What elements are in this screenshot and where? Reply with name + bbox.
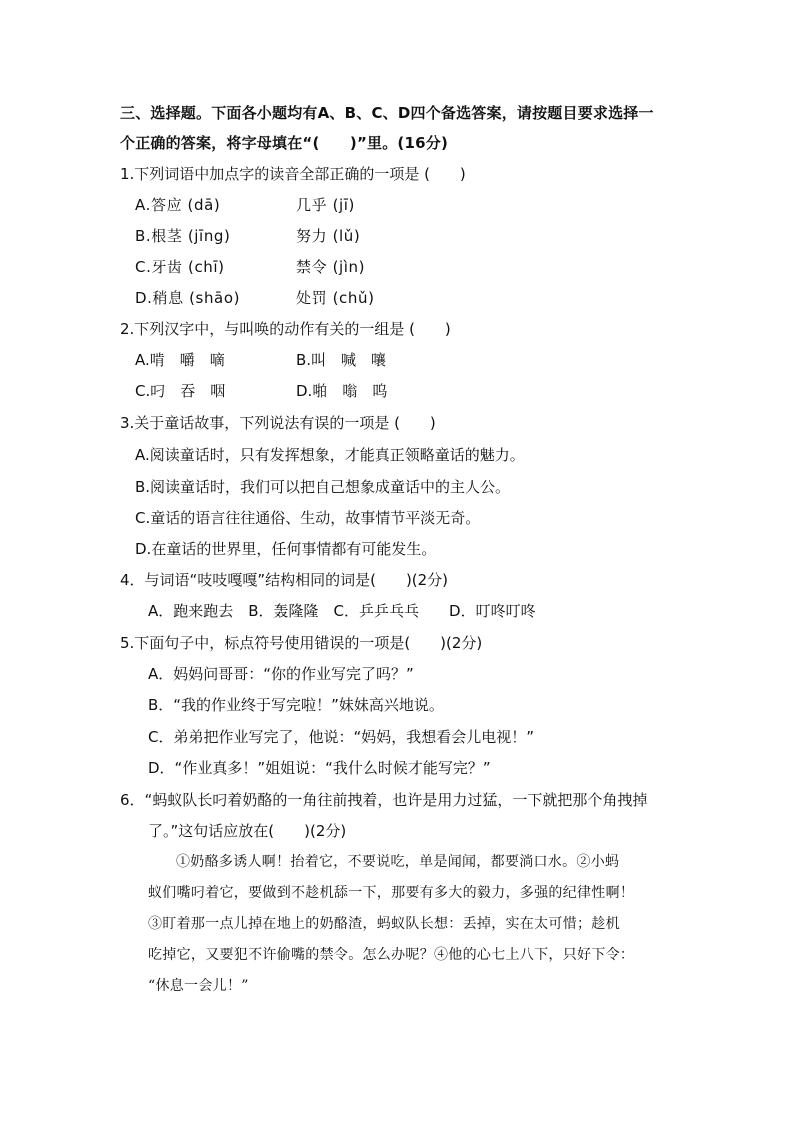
q1-option-c-word2: 禁令 (jìn) [296, 258, 366, 276]
q2-option-c: C.叼 吞 咽 [135, 382, 226, 400]
q1-option-a-word2: 几乎 (jī) [296, 196, 356, 214]
q2-stem: 2.下列汉字中，与叫唤的动作有关的一组是 ( ) [120, 320, 451, 338]
q3-option-c: C.童话的语言往往通俗、生动，故事情节平淡无奇。 [135, 509, 481, 527]
section-title-line-2: 个正确的答案，将字母填在“( )”里。(16分) [120, 134, 449, 152]
q3-option-a: A.阅读童话时，只有发挥想象，才能真正领略童话的魅力。 [135, 446, 525, 464]
q2-option-d: D.啪 嗡 呜 [296, 382, 388, 400]
q2-option-a: A.啃 嚼 嘀 [135, 351, 225, 369]
q3-option-d: D.在童话的世界里，任何事情都有可能发生。 [135, 540, 437, 558]
q3-stem: 3.关于童话故事，下列说法有误的一项是 ( ) [120, 414, 436, 432]
q1-option-d: D.稍息 (shāo) [135, 289, 241, 307]
q4-stem: 4．与词语“吱吱嘎嘎”结构相同的词是( )(2分) [120, 571, 449, 589]
q1-option-d-word2: 处罚 (chǔ) [296, 289, 375, 307]
q6-passage-line: 吃掉它，又要犯不许偷嘴的禁令。怎么办呢？④他的心七上八下，只好下令： [148, 947, 635, 963]
q6-stem-line-2: 了。”这句话应放在( )(2分) [148, 822, 347, 840]
q5-option-a: A．妈妈问哥哥：“你的作业写完了吗？” [148, 665, 414, 683]
q1-option-b-word2: 努力 (lǔ) [296, 227, 361, 245]
q4-options: A．跑来跑去 B．轰隆隆 C．乒乒乓乓 D．叮咚叮咚 [148, 602, 536, 620]
q5-option-b: B．“我的作业终于写完啦！”妹妹高兴地说。 [148, 696, 444, 714]
q6-stem-line-1: 6．“蚂蚁队长叼着奶酪的一角往前拽着，也许是用力过猛，一下就把那个角拽掉 [120, 791, 648, 809]
q3-option-b: B.阅读童话时，我们可以把自己想象成童话中的主人公。 [135, 478, 511, 496]
q1-option-b: B.根茎 (jīng) [135, 227, 231, 245]
q6-passage-line: ①奶酪多诱人啊！抬着它，不要说吃，单是闻闻，都要淌口水。②小蚂 [176, 854, 620, 870]
q5-stem: 5.下面句子中，标点符号使用错误的一项是( )(2分) [120, 634, 483, 652]
section-title-line-1: 三、选择题。下面各小题均有A、B、C、D四个备选答案，请按题目要求选择一 [120, 104, 654, 122]
q1-stem: 1.下列词语中加点字的读音全部正确的一项是 ( ) [120, 165, 466, 183]
q6-passage-line: ③盯着那一点儿掉在地上的奶酪渣，蚂蚁队长想：丢掉，实在太可惜；趁机 [148, 916, 620, 932]
q1-option-c: C.牙齿 (chī) [135, 258, 225, 276]
q5-option-c: C．弟弟把作业写完了，他说：“妈妈，我想看会儿电视！” [148, 728, 535, 746]
q5-option-d: D．“作业真多！”姐姐说：“我什么时候才能写完？” [148, 759, 491, 777]
q1-option-a: A.答应 (dā) [135, 196, 221, 214]
q6-passage-line: 蚁们嘴叼着它，要做到不趁机舔一下，那要有多大的毅力，多强的纪律性啊！ [148, 885, 635, 901]
q2-option-b: B.叫 喊 嚷 [296, 351, 387, 369]
q6-passage-line: “休息一会儿！” [148, 978, 249, 994]
